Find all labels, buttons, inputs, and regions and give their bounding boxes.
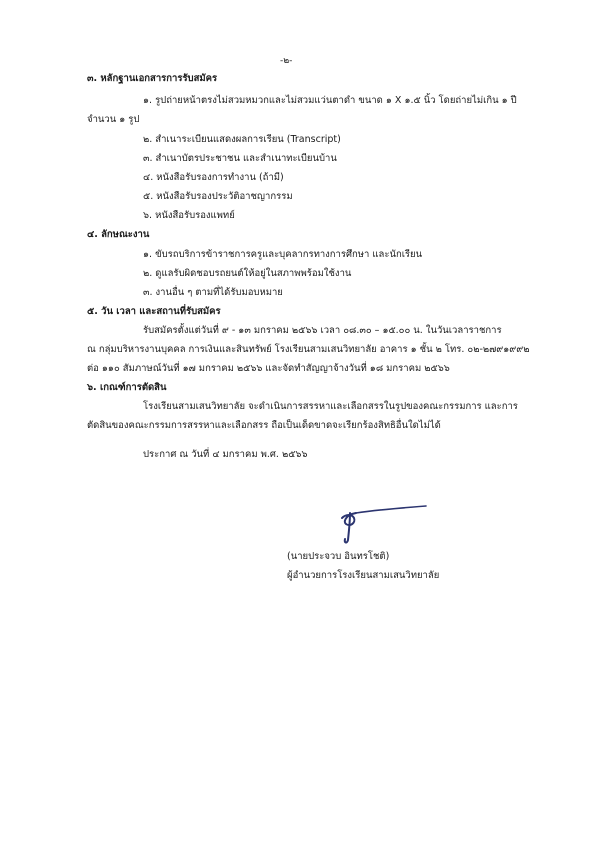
section4-item-3: ๓. งานอื่น ๆ ตามที่ได้รับมอบหมาย	[143, 287, 283, 298]
section3-item-3: ๓. สำเนาบัตรประชาชน และสำเนาทะเบียนบ้าน	[143, 153, 337, 164]
section3-item-5: ๕. หนังสือรับรองประวัติอาชญากรรม	[143, 191, 293, 202]
section3-heading: ๓. หลักฐานเอกสารการรับสมัคร	[87, 73, 218, 84]
section5-line-2: ณ กลุ่มบริหารงานบุคคล การเงินและสินทรัพย์ โรงเรียนสามเสนวิทยาลัย อาคาร ๑ ชั้น ๒ โทร. ๐๒-๒๗๙๑๙๙๒	[87, 344, 530, 355]
section5-line-3: ต่อ ๑๑๐ สัมภาษณ์วันที่ ๑๗ มกราคม ๒๕๖๖ และจัดทำสัญญาจ้างวันที่ ๑๘ มกราคม ๒๕๖๖	[87, 363, 450, 374]
section4-heading: ๔. ลักษณะงาน	[87, 229, 150, 240]
section6-line-1: โรงเรียนสามเสนวิทยาลัย จะดำเนินการสรรหาและเลือกสรรในรูปของคณะกรรมการ และการ	[143, 401, 518, 412]
section4-item-2: ๒. ดูแลรับผิดชอบรถยนต์ให้อยู่ในสภาพพร้อมใช้งาน	[143, 268, 352, 279]
signature-image	[336, 496, 432, 546]
section5-heading: ๕. วัน เวลา และสถานที่รับสมัคร	[87, 306, 221, 317]
section6-line-2: ตัดสินของคณะกรรมการสรรหาและเลือกสรร ถือเป็นเด็ดขาดจะเรียกร้องสิทธิอื่นใดไม่ได้	[87, 420, 441, 431]
section5-line-1: รับสมัครตั้งแต่วันที่ ๙ - ๑๓ มกราคม ๒๕๖๖ เวลา ๐๘.๓๐ – ๑๕.๐๐ น. ในวันเวลาราชการ	[143, 325, 502, 336]
section3-item-4: ๔. หนังสือรับรองการทำงาน (ถ้ามี)	[143, 172, 284, 183]
section4-item-1: ๑. ขับรถบริการข้าราชการครูและบุคลากรทางการศึกษา และนักเรียน	[143, 249, 423, 260]
signatory-position: ผู้อำนวยการโรงเรียนสามเสนวิทยาลัย	[287, 570, 440, 581]
section3-item-6: ๖. หนังสือรับรองแพทย์	[143, 210, 235, 221]
signatory-name: (นายประจวบ อินทรโชติ)	[287, 551, 390, 562]
section3-item-1: ๑. รูปถ่ายหน้าตรงไม่สวมหมวกและไม่สวมแว่นตาดำ ขนาด ๑ X ๑.๕ นิ้ว โดยถ่ายไม่เกิน ๑ ปี	[143, 95, 517, 106]
section3-item-1-cont: จำนวน ๑ รูป	[87, 114, 140, 125]
announcement-date: ประกาศ ณ วันที่ ๔ มกราคม พ.ศ. ๒๕๖๖	[143, 449, 308, 460]
page-number: -๒-	[280, 56, 293, 66]
section3-item-2: ๒. สำเนาระเบียนแสดงผลการเรียน (Transcript)	[143, 134, 341, 145]
section6-heading: ๖. เกณฑ์การตัดสิน	[87, 382, 167, 393]
